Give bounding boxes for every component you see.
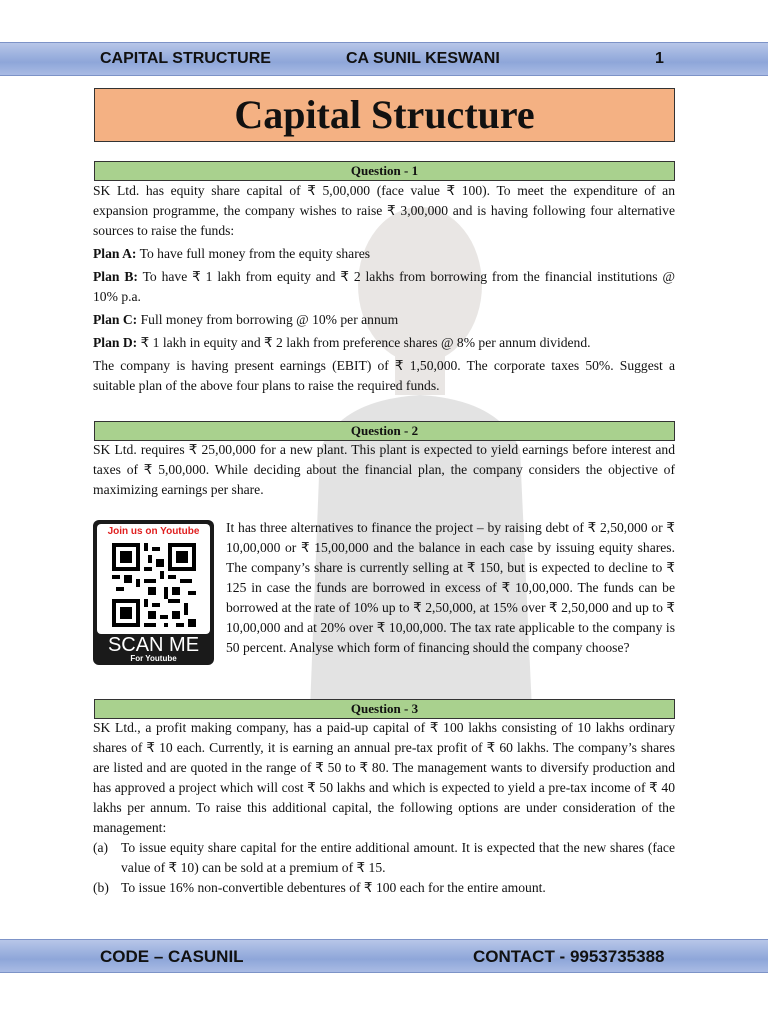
footer-contact: CONTACT - 9953735388	[473, 947, 665, 966]
plan-d-text: ₹ 1 lakh in equity and ₹ 2 lakh from preference shares @ 8% per annum dividend.	[140, 335, 591, 350]
plan-c-label: Plan C:	[93, 312, 138, 327]
page-title: Capital Structure	[94, 88, 675, 142]
qr-inner-panel	[97, 524, 210, 634]
option-a-text: To issue equity share capital for the entire additional amount. It is expected that the new shares (face value of ₹ 10) can be sold at a premium of ₹ 15.	[121, 840, 675, 875]
question-1-heading: Question - 1	[94, 161, 675, 181]
qr-code-icon	[112, 540, 196, 630]
header-author: CA SUNIL KESWANI	[346, 50, 500, 67]
plan-d	[93, 333, 675, 353]
plan-c-text: Full money from borrowing @ 10% per annum	[140, 312, 399, 327]
question-2-heading: Question - 2	[94, 421, 675, 441]
page-header	[0, 42, 768, 76]
option-a	[93, 838, 675, 878]
question-1-body	[93, 181, 675, 396]
question-3-options	[93, 838, 675, 898]
plan-a-text: To have full money from the equity shares	[139, 246, 371, 261]
plan-c	[93, 310, 675, 330]
qr-scan-me-text: SCAN ME	[107, 634, 200, 656]
plan-d-label: Plan D:	[93, 335, 138, 350]
question-2-body	[226, 518, 675, 658]
header-page-number: 1	[655, 50, 664, 67]
question-2-intro	[93, 440, 675, 500]
plan-a	[93, 244, 675, 264]
option-b-text: To issue 16% non-convertible debentures of ₹ 100 each for the entire amount.	[121, 880, 546, 895]
option-a-label: (a)	[93, 840, 109, 855]
question-3-body	[93, 718, 675, 898]
header-chapter-title: CAPITAL STRUCTURE	[100, 50, 271, 67]
plan-b	[93, 267, 675, 307]
option-b	[93, 878, 675, 898]
footer-code: CODE – CASUNIL	[100, 947, 244, 966]
question-1-closing: The company is having present earnings (EBIT) of ₹ 1,50,000. The corporate taxes 50%. Suggest a suitable plan of the above four plans to raise the required funds.	[93, 358, 675, 393]
qr-join-text: Join us on Youtube	[107, 526, 200, 537]
question-2-body-text: It has three alternatives to finance the project – by raising debt of ₹ 2,50,000 or ₹ 10,00,000 or ₹ 15,00,000 and the balance in each case by issuing equity shares. The company’s share is currently selling at ₹ 150, but is expected to decline to ₹ 125 in case the funds are borrowed in excess of ₹ 10,00,000. The funds can be borrowed at the rate of 10% up to ₹ 2,50,000, at 15% over ₹ 2,50,000 and up to ₹ 10,00,000 and at 20% over ₹ 10,00,000. The tax rate applicable to the company is 50 percent. Analyse which form of financing should the company choose?	[226, 520, 675, 655]
plan-a-label: Plan A:	[93, 246, 137, 261]
option-b-label: (b)	[93, 880, 109, 895]
plan-b-text: To have ₹ 1 lakh from equity and ₹ 2 lakhs from borrowing from the financial institutions @ 10% p.a.	[93, 269, 675, 304]
question-3-intro: SK Ltd., a profit making company, has a paid-up capital of ₹ 100 lakhs consisting of 10 lakhs ordinary shares of ₹ 10 each. Currently, it is earning an annual pre-tax profit of ₹ 60 lakhs. The company’s shares are listed and are quoted in the range of ₹ 50 to ₹ 80. The management wants to diversify production and has approved a project which will cost ₹ 50 lakhs and which is expected to yield a pre-tax income of ₹ 40 lakhs per annum. To raise this additional capital, the following options are under consideration of the management:	[93, 720, 675, 835]
youtube-qr-card[interactable]	[93, 520, 214, 665]
qr-for-youtube-text: For Youtube	[130, 654, 177, 663]
page-footer	[0, 939, 768, 973]
plan-b-label: Plan B:	[93, 269, 138, 284]
question-2-intro-text: SK Ltd. requires ₹ 25,00,000 for a new plant. This plant is expected to yield earnings before interest and taxes of ₹ 5,00,000. While deciding about the financial plan, the company considers the objective of maximizing earnings per share.	[93, 442, 675, 497]
question-1-intro: SK Ltd. has equity share capital of ₹ 5,00,000 (face value ₹ 100). To meet the expenditure of an expansion programme, the company wishes to raise ₹ 3,00,000 and is having following four alternative sources to raise the funds:	[93, 183, 675, 238]
question-3-heading: Question - 3	[94, 699, 675, 719]
